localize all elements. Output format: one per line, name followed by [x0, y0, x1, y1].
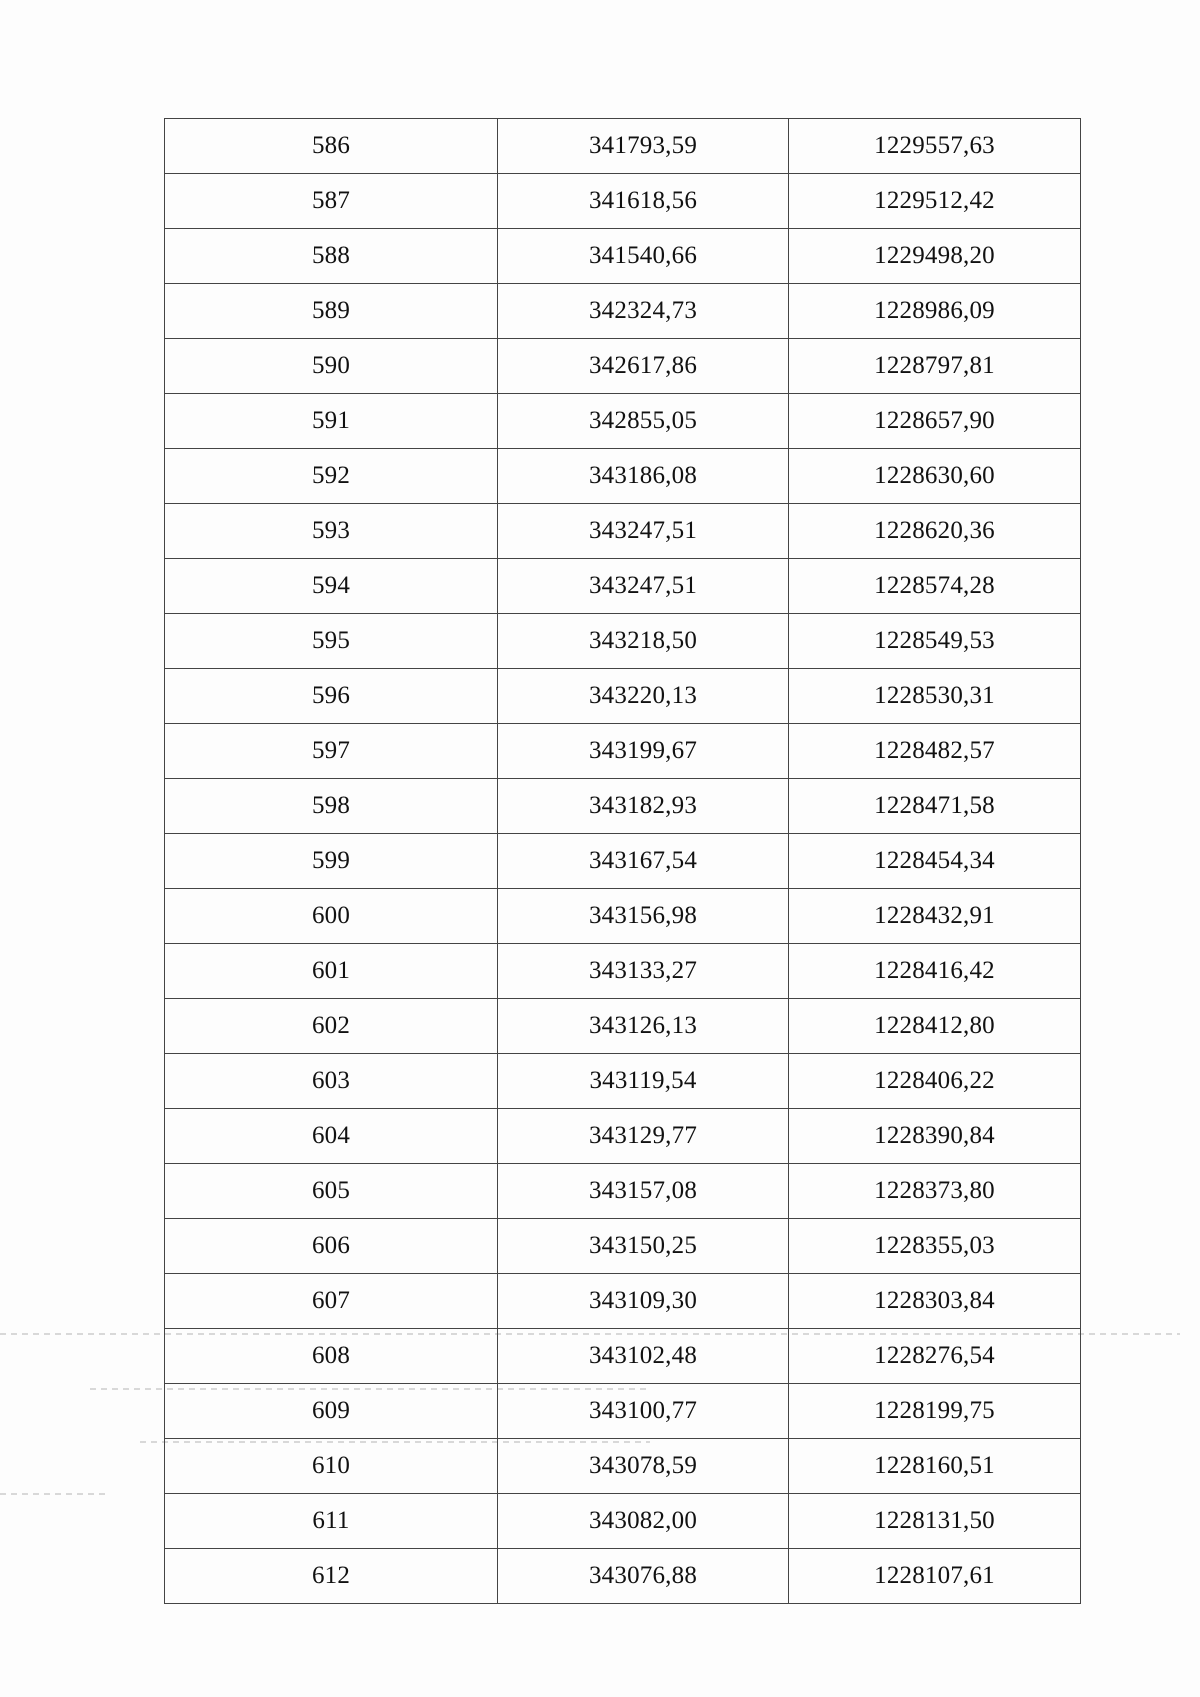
x-coordinate-cell: 343247,51: [498, 559, 789, 614]
x-coordinate-cell: 341540,66: [498, 229, 789, 284]
table-row: [165, 724, 1081, 779]
y-coordinate-cell: 1228406,22: [789, 1054, 1081, 1109]
coordinates-table: [164, 118, 1081, 1604]
point-number-cell: 604: [165, 1109, 498, 1164]
y-coordinate-cell: 1228107,61: [789, 1549, 1081, 1604]
table-row: [165, 1054, 1081, 1109]
table-row: [165, 394, 1081, 449]
y-coordinate-cell: 1228797,81: [789, 339, 1081, 394]
x-coordinate-cell: 343076,88: [498, 1549, 789, 1604]
x-coordinate-cell: 343182,93: [498, 779, 789, 834]
point-number-cell: 597: [165, 724, 498, 779]
table-row: [165, 449, 1081, 504]
y-coordinate-cell: 1228986,09: [789, 284, 1081, 339]
point-number-cell: 593: [165, 504, 498, 559]
point-number-cell: 590: [165, 339, 498, 394]
table-row: [165, 284, 1081, 339]
table-row: [165, 834, 1081, 889]
y-coordinate-cell: 1228471,58: [789, 779, 1081, 834]
point-number-cell: 596: [165, 669, 498, 724]
y-coordinate-cell: 1228416,42: [789, 944, 1081, 999]
y-coordinate-cell: 1228131,50: [789, 1494, 1081, 1549]
y-coordinate-cell: 1228373,80: [789, 1164, 1081, 1219]
point-number-cell: 600: [165, 889, 498, 944]
y-coordinate-cell: 1229512,42: [789, 174, 1081, 229]
table-row: [165, 669, 1081, 724]
table-row: [165, 1274, 1081, 1329]
point-number-cell: 588: [165, 229, 498, 284]
table-row: [165, 1549, 1081, 1604]
x-coordinate-cell: 343199,67: [498, 724, 789, 779]
y-coordinate-cell: 1229498,20: [789, 229, 1081, 284]
table-row: [165, 1329, 1081, 1384]
point-number-cell: 607: [165, 1274, 498, 1329]
coordinates-table-body: [165, 119, 1081, 1604]
x-coordinate-cell: 343218,50: [498, 614, 789, 669]
y-coordinate-cell: 1228574,28: [789, 559, 1081, 614]
y-coordinate-cell: 1229557,63: [789, 119, 1081, 174]
table-row: [165, 119, 1081, 174]
x-coordinate-cell: 343109,30: [498, 1274, 789, 1329]
point-number-cell: 611: [165, 1494, 498, 1549]
table-row: [165, 999, 1081, 1054]
x-coordinate-cell: 343247,51: [498, 504, 789, 559]
x-coordinate-cell: 343150,25: [498, 1219, 789, 1274]
point-number-cell: 598: [165, 779, 498, 834]
table-row: [165, 174, 1081, 229]
point-number-cell: 589: [165, 284, 498, 339]
table-row: [165, 889, 1081, 944]
x-coordinate-cell: 343133,27: [498, 944, 789, 999]
point-number-cell: 610: [165, 1439, 498, 1494]
y-coordinate-cell: 1228482,57: [789, 724, 1081, 779]
point-number-cell: 602: [165, 999, 498, 1054]
y-coordinate-cell: 1228276,54: [789, 1329, 1081, 1384]
table-row: [165, 559, 1081, 614]
table-row: [165, 504, 1081, 559]
scan-artifact-line: [0, 1493, 110, 1495]
x-coordinate-cell: 342324,73: [498, 284, 789, 339]
x-coordinate-cell: 343119,54: [498, 1054, 789, 1109]
table-row: [165, 1494, 1081, 1549]
point-number-cell: 609: [165, 1384, 498, 1439]
y-coordinate-cell: 1228549,53: [789, 614, 1081, 669]
point-number-cell: 594: [165, 559, 498, 614]
y-coordinate-cell: 1228620,36: [789, 504, 1081, 559]
table-row: [165, 944, 1081, 999]
x-coordinate-cell: 343102,48: [498, 1329, 789, 1384]
y-coordinate-cell: 1228303,84: [789, 1274, 1081, 1329]
y-coordinate-cell: 1228432,91: [789, 889, 1081, 944]
x-coordinate-cell: 343167,54: [498, 834, 789, 889]
point-number-cell: 605: [165, 1164, 498, 1219]
point-number-cell: 591: [165, 394, 498, 449]
x-coordinate-cell: 343220,13: [498, 669, 789, 724]
y-coordinate-cell: 1228530,31: [789, 669, 1081, 724]
table-row: [165, 1164, 1081, 1219]
point-number-cell: 608: [165, 1329, 498, 1384]
x-coordinate-cell: 342617,86: [498, 339, 789, 394]
table-row: [165, 1109, 1081, 1164]
table-row: [165, 1384, 1081, 1439]
table-row: [165, 1219, 1081, 1274]
point-number-cell: 592: [165, 449, 498, 504]
y-coordinate-cell: 1228412,80: [789, 999, 1081, 1054]
y-coordinate-cell: 1228454,34: [789, 834, 1081, 889]
x-coordinate-cell: 343100,77: [498, 1384, 789, 1439]
x-coordinate-cell: 343157,08: [498, 1164, 789, 1219]
table-row: [165, 779, 1081, 834]
x-coordinate-cell: 343186,08: [498, 449, 789, 504]
point-number-cell: 603: [165, 1054, 498, 1109]
x-coordinate-cell: 342855,05: [498, 394, 789, 449]
point-number-cell: 587: [165, 174, 498, 229]
x-coordinate-cell: 343156,98: [498, 889, 789, 944]
y-coordinate-cell: 1228657,90: [789, 394, 1081, 449]
y-coordinate-cell: 1228355,03: [789, 1219, 1081, 1274]
table-row: [165, 1439, 1081, 1494]
table-row: [165, 229, 1081, 284]
x-coordinate-cell: 343082,00: [498, 1494, 789, 1549]
point-number-cell: 606: [165, 1219, 498, 1274]
point-number-cell: 601: [165, 944, 498, 999]
y-coordinate-cell: 1228630,60: [789, 449, 1081, 504]
x-coordinate-cell: 343078,59: [498, 1439, 789, 1494]
table-row: [165, 339, 1081, 394]
y-coordinate-cell: 1228199,75: [789, 1384, 1081, 1439]
point-number-cell: 595: [165, 614, 498, 669]
y-coordinate-cell: 1228160,51: [789, 1439, 1081, 1494]
x-coordinate-cell: 341793,59: [498, 119, 789, 174]
point-number-cell: 599: [165, 834, 498, 889]
y-coordinate-cell: 1228390,84: [789, 1109, 1081, 1164]
table-row: [165, 614, 1081, 669]
x-coordinate-cell: 341618,56: [498, 174, 789, 229]
point-number-cell: 586: [165, 119, 498, 174]
x-coordinate-cell: 343126,13: [498, 999, 789, 1054]
point-number-cell: 612: [165, 1549, 498, 1604]
x-coordinate-cell: 343129,77: [498, 1109, 789, 1164]
